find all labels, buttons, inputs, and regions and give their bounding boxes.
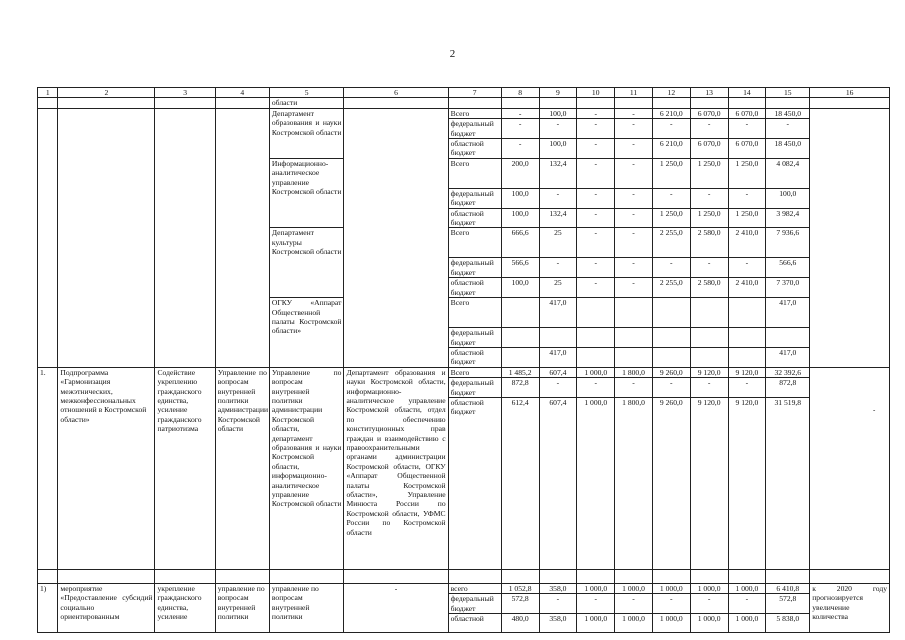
value-cell: - (615, 378, 653, 398)
value-cell: 417,0 (539, 347, 577, 367)
value-cell: 872,8 (501, 378, 539, 398)
value-cell: 18 450,0 (766, 139, 810, 159)
value-cell: 566,6 (501, 258, 539, 278)
value-cell: - (690, 594, 728, 614)
participants-cell: - (344, 583, 448, 632)
value-cell: 132,4 (539, 158, 577, 188)
value-cell: 6 210,0 (652, 108, 690, 118)
page-number: 2 (449, 48, 456, 60)
table-cell (615, 98, 653, 108)
column-header: 15 (766, 88, 810, 98)
value-cell: 872,8 (766, 378, 810, 398)
subprogram-name-cell: Подпрограмма «Гармонизация межэтнических, межконфессиональных отношений в Костромской области» (58, 367, 155, 569)
expected-result-cell: к 2020 году прогнозируется увеличение количества (810, 583, 890, 632)
table-cell (215, 98, 269, 108)
table-cell (344, 569, 448, 583)
value-cell: 200,0 (501, 158, 539, 188)
executor-cell: Управление по вопросам внутренней политики администрации Костромской области, департамент образования и науки Костромской области, информационно-аналитическое управление Костромской области (269, 367, 344, 569)
value-cell: - (652, 119, 690, 139)
value-cell: 2 255,0 (652, 278, 690, 298)
table-cell (38, 98, 58, 108)
column-header: 1 (38, 88, 58, 98)
column-header: 4 (215, 88, 269, 98)
value-cell: - (615, 108, 653, 118)
executor-cell: Информационно-аналитическое управление Костромской области (269, 158, 344, 228)
value-cell (615, 328, 653, 348)
table-cell (615, 569, 653, 583)
table-cell (810, 569, 890, 583)
value-cell: 2 255,0 (652, 228, 690, 258)
value-cell: 1 000,0 (577, 397, 615, 569)
value-cell: - (652, 378, 690, 398)
value-cell: 1 800,0 (615, 397, 653, 569)
value-cell: 1 250,0 (690, 158, 728, 188)
value-cell: - (577, 139, 615, 159)
table-cell (577, 98, 615, 108)
value-cell: 6 070,0 (728, 139, 766, 159)
value-cell: - (728, 594, 766, 614)
value-cell: 100,0 (539, 139, 577, 159)
table-cell (652, 569, 690, 583)
value-cell: 1 250,0 (652, 158, 690, 188)
program-table (37, 87, 890, 633)
executor-cell: Департамент образования и науки Костромской области (269, 108, 344, 158)
fund-source-cell: федеральный бюджет (448, 188, 501, 208)
fund-source-cell: федеральный бюджет (448, 594, 501, 614)
value-cell: 9 120,0 (728, 397, 766, 569)
value-cell: 1 000,0 (615, 583, 653, 593)
table-cell (810, 98, 890, 108)
table-cell (155, 108, 215, 367)
value-cell: - (539, 258, 577, 278)
participants-cell: Департамент образования и науки Костромской области, информационно-аналитическое управление Костромской области, отдел по обеспечению конституционных прав граждан и взаимодействию с правоохранительными органами администрации Костромской области, ОГКУ «Аппарат Общественной палаты Костромской области», Управление Минюста России по Костромской области, УФМС России по Костромской области (344, 367, 448, 569)
fund-source-cell: федеральный бюджет (448, 328, 501, 348)
column-header: 8 (501, 88, 539, 98)
value-cell: 25 (539, 228, 577, 258)
table-cell (501, 569, 539, 583)
value-cell: 358,0 (539, 583, 577, 593)
value-cell: 2 410,0 (728, 278, 766, 298)
goal-cell: укрепление гражданского единства, усиление (155, 583, 215, 632)
goal-cell: Содействие укреплению гражданского единства, усиление гражданского патриотизма (155, 367, 215, 569)
table-cell (766, 569, 810, 583)
value-cell: 1 052,8 (501, 583, 539, 593)
value-cell (615, 298, 653, 328)
table-cell (215, 569, 269, 583)
value-cell: 1 000,0 (577, 583, 615, 593)
table-cell (501, 98, 539, 108)
value-cell: 417,0 (766, 347, 810, 367)
column-header: 3 (155, 88, 215, 98)
value-cell: 9 260,0 (652, 397, 690, 569)
value-cell: - (690, 258, 728, 278)
value-cell: 1 250,0 (728, 208, 766, 228)
value-cell: - (615, 594, 653, 614)
column-header: 2 (58, 88, 155, 98)
column-header: 6 (344, 88, 448, 98)
value-cell: - (577, 278, 615, 298)
column-header: 9 (539, 88, 577, 98)
column-header: 13 (690, 88, 728, 98)
value-cell: - (690, 188, 728, 208)
fund-source-cell: Всего (448, 367, 501, 377)
value-cell: - (501, 108, 539, 118)
table-cell (539, 98, 577, 108)
table-cell (652, 98, 690, 108)
value-cell (652, 328, 690, 348)
value-cell: - (690, 378, 728, 398)
table-row (38, 583, 890, 593)
fund-source-cell: Всего (448, 158, 501, 188)
table-cell (215, 108, 269, 367)
value-cell: 32 392,6 (766, 367, 810, 377)
value-cell: - (615, 188, 653, 208)
value-cell: 1 000,0 (728, 583, 766, 593)
value-cell: 358,0 (539, 614, 577, 633)
table-row (38, 108, 890, 118)
row-number-cell: 1. (38, 367, 58, 569)
value-cell (501, 347, 539, 367)
value-cell (501, 328, 539, 348)
value-cell: 2 580,0 (690, 278, 728, 298)
value-cell: 7 936,6 (766, 228, 810, 258)
value-cell: 1 000,0 (652, 614, 690, 633)
value-cell: - (539, 378, 577, 398)
value-cell: - (577, 119, 615, 139)
value-cell: 1 000,0 (615, 614, 653, 633)
value-cell: 100,0 (766, 188, 810, 208)
value-cell: - (615, 139, 653, 159)
table-cell (539, 569, 577, 583)
value-cell: 2 410,0 (728, 228, 766, 258)
value-cell: - (539, 594, 577, 614)
value-cell (728, 298, 766, 328)
value-cell: 417,0 (539, 298, 577, 328)
value-cell: - (615, 208, 653, 228)
value-cell: - (539, 119, 577, 139)
value-cell (690, 328, 728, 348)
table-cell (58, 569, 155, 583)
table-cell (810, 108, 890, 367)
value-cell: 100,0 (501, 278, 539, 298)
value-cell: - (615, 258, 653, 278)
value-cell: 132,4 (539, 208, 577, 228)
value-cell: 1 250,0 (690, 208, 728, 228)
table-cell (344, 98, 448, 108)
value-cell: 1 000,0 (690, 583, 728, 593)
responsible-cell: управление по вопросам внутренней политики (215, 583, 269, 632)
value-cell: - (615, 158, 653, 188)
executor-cell: Департамент культуры Костромской области (269, 228, 344, 298)
table-row (38, 98, 890, 108)
table-cell (58, 108, 155, 367)
value-cell: 9 260,0 (652, 367, 690, 377)
value-cell: - (728, 119, 766, 139)
value-cell: - (728, 258, 766, 278)
column-header: 7 (448, 88, 501, 98)
table-cell (690, 98, 728, 108)
value-cell: 9 120,0 (690, 397, 728, 569)
column-header: 5 (269, 88, 344, 98)
value-cell: 7 370,0 (766, 278, 810, 298)
value-cell: 1 000,0 (690, 614, 728, 633)
value-cell: - (577, 228, 615, 258)
value-cell: - (577, 108, 615, 118)
fund-source-cell: Всего (448, 228, 501, 258)
table-cell (155, 98, 215, 108)
value-cell: 1 800,0 (615, 367, 653, 377)
value-cell: 572,8 (766, 594, 810, 614)
value-cell (615, 347, 653, 367)
table-cell (344, 108, 448, 367)
value-cell: 1 000,0 (728, 614, 766, 633)
value-cell: 566,6 (766, 258, 810, 278)
value-cell: - (501, 119, 539, 139)
column-header: 14 (728, 88, 766, 98)
table-row (38, 569, 890, 583)
table-cell (690, 569, 728, 583)
table-cell (810, 367, 890, 569)
executor-cell: управление по вопросам внутренней политики (269, 583, 344, 632)
value-cell: - (766, 119, 810, 139)
value-cell: 6 210,0 (652, 139, 690, 159)
fund-source-cell: федеральный бюджет (448, 258, 501, 278)
value-cell: - (652, 258, 690, 278)
table-cell (448, 98, 501, 108)
fund-source-cell: областной бюджет (448, 278, 501, 298)
value-cell: - (577, 594, 615, 614)
value-cell (577, 328, 615, 348)
column-header: 10 (577, 88, 615, 98)
value-cell: 1 000,0 (577, 367, 615, 377)
value-cell: 417,0 (766, 298, 810, 328)
value-cell: - (615, 228, 653, 258)
value-cell: 6 070,0 (690, 108, 728, 118)
table-cell (58, 98, 155, 108)
value-cell (501, 298, 539, 328)
value-cell: - (577, 378, 615, 398)
value-cell: 9 120,0 (690, 367, 728, 377)
value-cell: 4 082,4 (766, 158, 810, 188)
row-number-cell: 1) (38, 583, 58, 632)
margin-mark: - (873, 406, 876, 414)
value-cell: 6 070,0 (728, 108, 766, 118)
value-cell: 100,0 (501, 208, 539, 228)
fund-source-cell: федеральный бюджет (448, 378, 501, 398)
value-cell: 6 410,8 (766, 583, 810, 593)
table-cell (577, 569, 615, 583)
value-cell: - (728, 188, 766, 208)
value-cell (690, 347, 728, 367)
value-cell: - (501, 139, 539, 159)
value-cell: 25 (539, 278, 577, 298)
table-cell (728, 98, 766, 108)
value-cell (766, 328, 810, 348)
value-cell (728, 328, 766, 348)
value-cell: - (577, 188, 615, 208)
table-row (38, 367, 890, 377)
column-header: 11 (615, 88, 653, 98)
value-cell: 31 519,8 (766, 397, 810, 569)
value-cell (577, 298, 615, 328)
fund-source-cell: областной (448, 614, 501, 633)
value-cell: 572,8 (501, 594, 539, 614)
value-cell: - (652, 594, 690, 614)
value-cell: 666,6 (501, 228, 539, 258)
table-cell (155, 569, 215, 583)
value-cell: 6 070,0 (690, 139, 728, 159)
value-cell: - (539, 188, 577, 208)
value-cell: 100,0 (501, 188, 539, 208)
value-cell (652, 347, 690, 367)
responsible-cell: Управление по вопросам внутренней политики администрации Костромской области (215, 367, 269, 569)
value-cell: - (615, 119, 653, 139)
value-cell: - (652, 188, 690, 208)
measure-name-cell: мероприятие «Предоставление субсидий социально ориентированным (58, 583, 155, 632)
value-cell (652, 298, 690, 328)
column-header: 16 (810, 88, 890, 98)
fund-source-cell: областной бюджет (448, 397, 501, 569)
value-cell: 607,4 (539, 367, 577, 377)
value-cell: 1 250,0 (652, 208, 690, 228)
fund-source-cell: федеральный бюджет (448, 119, 501, 139)
value-cell: 100,0 (539, 108, 577, 118)
value-cell: - (615, 278, 653, 298)
value-cell (690, 298, 728, 328)
table-cell (269, 569, 344, 583)
table-cell (38, 569, 58, 583)
fund-source-cell: областной бюджет (448, 347, 501, 367)
executor-cell: области (269, 98, 344, 108)
value-cell: 18 450,0 (766, 108, 810, 118)
value-cell: 1 000,0 (577, 614, 615, 633)
value-cell: 1 485,2 (501, 367, 539, 377)
table-cell (728, 569, 766, 583)
table-cell (766, 98, 810, 108)
fund-source-cell: Всего (448, 108, 501, 118)
fund-source-cell: всего (448, 583, 501, 593)
executor-cell: ОГКУ «Аппарат Общественной палаты Костромской области» (269, 298, 344, 368)
column-header: 12 (652, 88, 690, 98)
value-cell: - (577, 158, 615, 188)
value-cell (539, 328, 577, 348)
value-cell: - (577, 208, 615, 228)
fund-source-cell: Всего (448, 298, 501, 328)
value-cell (728, 347, 766, 367)
value-cell: - (690, 119, 728, 139)
value-cell: 2 580,0 (690, 228, 728, 258)
value-cell: 1 000,0 (652, 583, 690, 593)
fund-source-cell: областной бюджет (448, 208, 501, 228)
value-cell (577, 347, 615, 367)
value-cell: 1 250,0 (728, 158, 766, 188)
value-cell: 607,4 (539, 397, 577, 569)
table-cell (38, 108, 58, 367)
value-cell: 480,0 (501, 614, 539, 633)
value-cell: - (577, 258, 615, 278)
value-cell: - (728, 378, 766, 398)
value-cell: 9 120,0 (728, 367, 766, 377)
value-cell: 3 982,4 (766, 208, 810, 228)
value-cell: 5 838,0 (766, 614, 810, 633)
value-cell: 612,4 (501, 397, 539, 569)
table-cell (448, 569, 501, 583)
fund-source-cell: областной бюджет (448, 139, 501, 159)
table-row (38, 88, 890, 98)
